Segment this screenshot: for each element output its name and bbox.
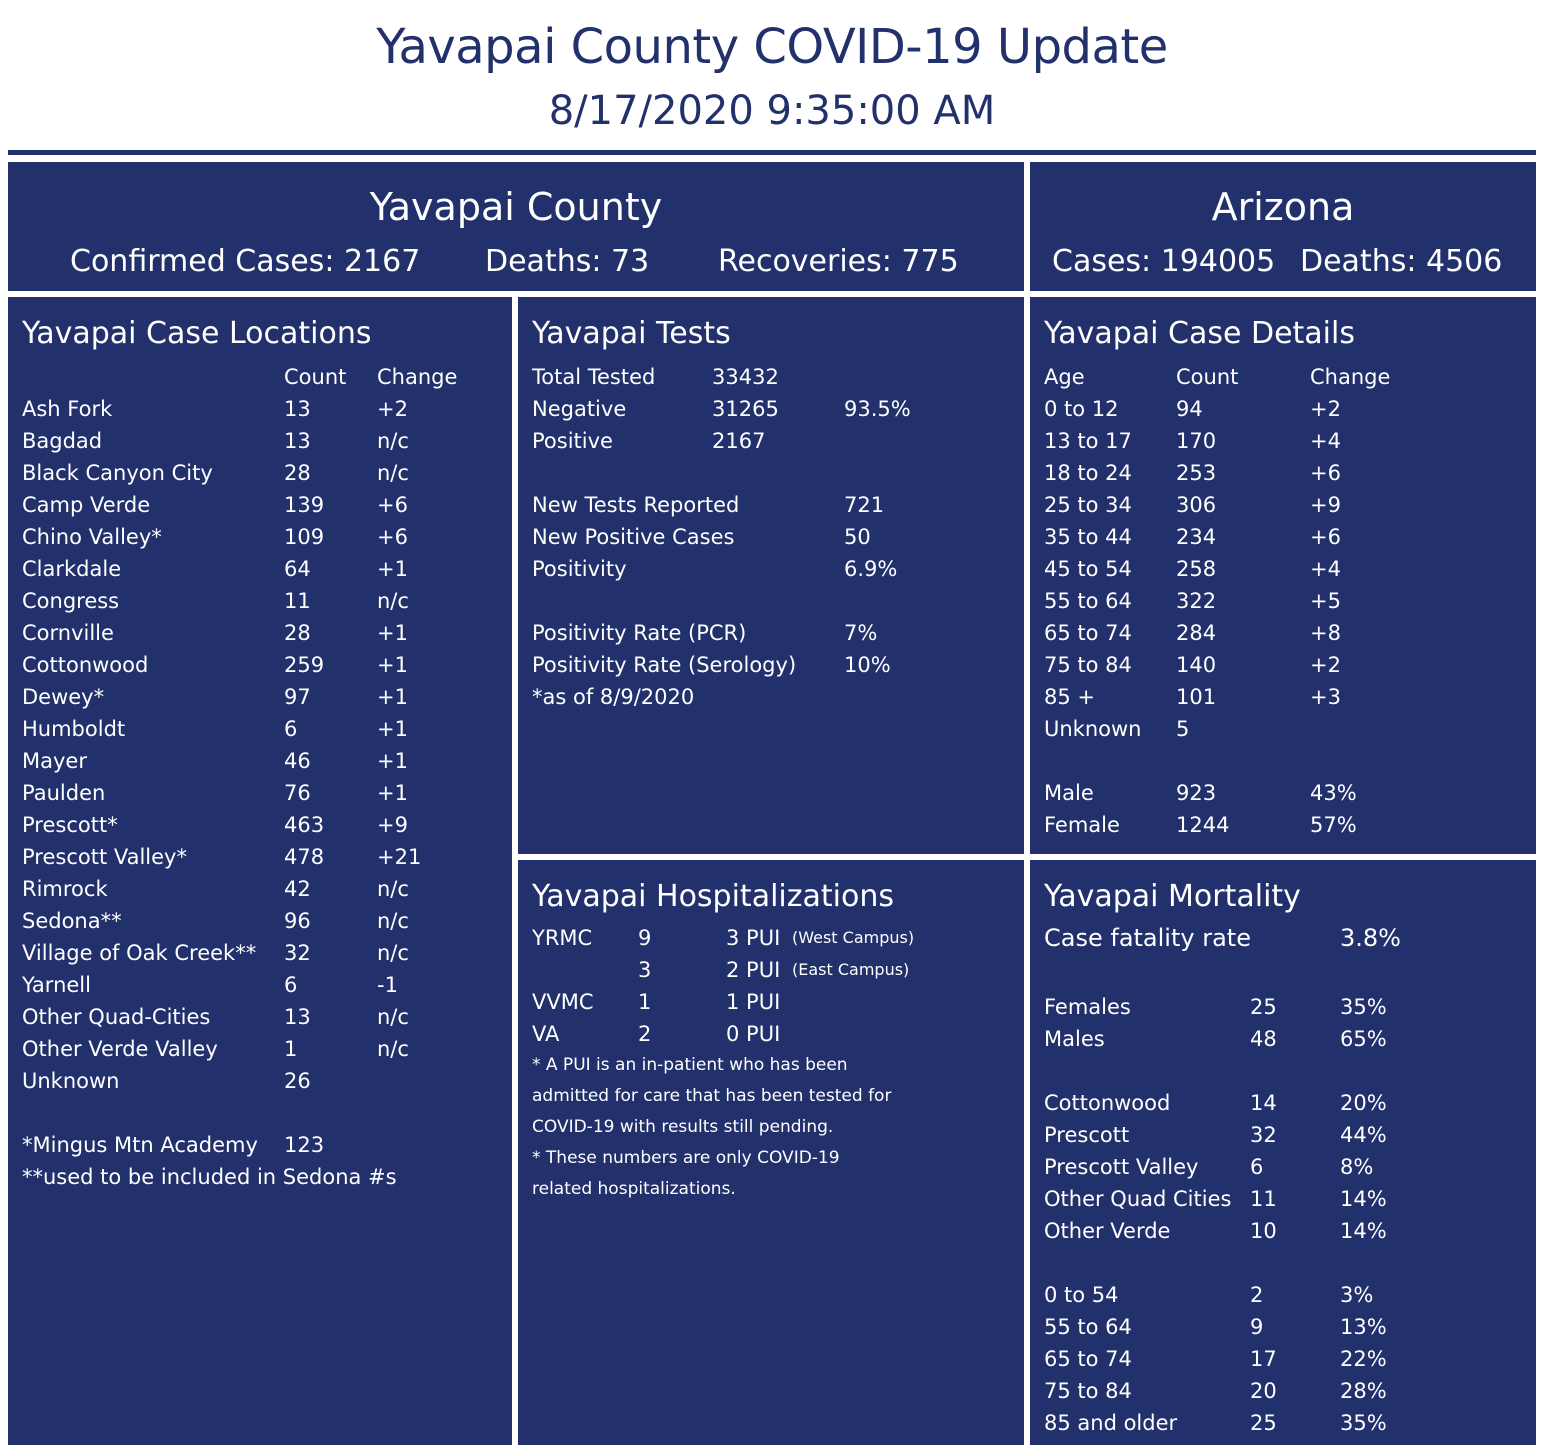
mortality-city-count: 14 <box>1250 1091 1277 1115</box>
tests-note-row <box>518 681 1024 713</box>
table-row <box>8 905 512 937</box>
table-row <box>518 922 1024 954</box>
location-change: +6 <box>377 525 408 549</box>
header-divider <box>8 150 1536 155</box>
table-row <box>8 521 512 553</box>
mortality-age-percent: 3% <box>1340 1283 1374 1307</box>
test-value: 6.9% <box>844 557 898 581</box>
mortality-title: Yavapai Mortality <box>1044 879 1301 914</box>
location-count: 28 <box>284 461 311 485</box>
table-row <box>8 1065 512 1097</box>
mortality-gender-label: Females <box>1044 995 1131 1019</box>
table-row <box>8 745 512 777</box>
arizona-cases: Cases: 194005 <box>1052 244 1276 279</box>
mortality-city-percent: 14% <box>1340 1219 1387 1243</box>
county-deaths: Deaths: 73 <box>485 244 650 279</box>
mortality-city-count: 11 <box>1250 1187 1277 1211</box>
case-details-title: Yavapai Case Details <box>1044 316 1355 351</box>
column-header: Change <box>377 365 458 389</box>
location-count: 6 <box>284 717 298 741</box>
hospitalizations-title: Yavapai Hospitalizations <box>532 879 894 914</box>
location-count: 42 <box>284 877 311 901</box>
location-count: 28 <box>284 621 311 645</box>
table-row <box>8 681 512 713</box>
age-group: 0 to 12 <box>1044 397 1119 421</box>
location-name: Mayer <box>22 749 87 773</box>
location-count: 46 <box>284 749 311 773</box>
hospitalizations-panel <box>518 860 1024 1445</box>
table-row <box>518 521 1024 553</box>
location-change: +1 <box>377 557 408 581</box>
mortality-city-percent: 20% <box>1340 1091 1387 1115</box>
age-count: 101 <box>1176 685 1217 709</box>
table-row <box>1030 1407 1536 1439</box>
mortality-age-label: 75 to 84 <box>1044 1379 1132 1403</box>
mortality-gender-count: 48 <box>1250 1027 1277 1051</box>
mortality-age-label: 55 to 64 <box>1044 1315 1132 1339</box>
test-label: Positive <box>532 429 613 453</box>
location-name: Ash Fork <box>22 397 113 421</box>
table-row <box>518 954 1024 986</box>
tests-note: *as of 8/9/2020 <box>532 685 695 709</box>
table-row <box>1030 521 1536 553</box>
mortality-panel <box>1030 860 1536 1445</box>
case-locations-title: Yavapai Case Locations <box>22 316 372 351</box>
location-count: 76 <box>284 781 311 805</box>
table-row <box>1030 1151 1536 1183</box>
age-group: Unknown <box>1044 717 1142 741</box>
age-group: 45 to 54 <box>1044 557 1132 581</box>
table-row <box>8 841 512 873</box>
age-change: +5 <box>1310 589 1341 613</box>
location-name: Prescott Valley* <box>22 845 187 869</box>
table-row <box>1030 1119 1536 1151</box>
table-row <box>518 553 1024 585</box>
tests-title: Yavapai Tests <box>532 316 731 351</box>
case-fatality-row <box>1030 922 1536 954</box>
location-change: +21 <box>377 845 422 869</box>
mortality-age-label: 85 and older <box>1044 1411 1178 1435</box>
table-row <box>8 425 512 457</box>
age-count: 234 <box>1176 525 1217 549</box>
mortality-age-count: 9 <box>1250 1315 1264 1339</box>
table-row <box>8 873 512 905</box>
age-count: 284 <box>1176 621 1217 645</box>
table-row <box>518 986 1024 1018</box>
age-count: 5 <box>1176 717 1190 741</box>
gender-count: 1244 <box>1176 813 1230 837</box>
age-count: 306 <box>1176 493 1217 517</box>
mortality-age-count: 20 <box>1250 1379 1277 1403</box>
age-group: 85 + <box>1044 685 1095 709</box>
hospital-count: 2 <box>638 1022 652 1046</box>
column-header: Count <box>1176 365 1239 389</box>
test-value: 33432 <box>712 365 779 389</box>
location-change: n/c <box>377 877 409 901</box>
mortality-age-count: 17 <box>1250 1347 1277 1371</box>
location-name: Camp Verde <box>22 493 151 517</box>
hospital-campus: (West Campus) <box>792 928 915 947</box>
age-group: 55 to 64 <box>1044 589 1132 613</box>
mortality-age-count: 25 <box>1250 1411 1277 1435</box>
gender-label: Female <box>1044 813 1120 837</box>
mortality-city-label: Prescott <box>1044 1123 1130 1147</box>
table-row <box>8 553 512 585</box>
mortality-city-percent: 44% <box>1340 1123 1387 1147</box>
test-value: 50 <box>844 525 871 549</box>
age-change: +8 <box>1310 621 1341 645</box>
location-count: 478 <box>284 845 325 869</box>
county-confirmed-cases: Confirmed Cases: 2167 <box>70 244 421 279</box>
test-label: New Positive Cases <box>532 525 735 549</box>
location-name: Unknown <box>22 1069 120 1093</box>
test-value: 7% <box>844 621 878 645</box>
location-change: +1 <box>377 685 408 709</box>
location-count: 13 <box>284 1005 311 1029</box>
table-row <box>1030 553 1536 585</box>
hospital-campus: (East Campus) <box>792 960 910 979</box>
table-row <box>1030 1087 1536 1119</box>
location-change: n/c <box>377 429 409 453</box>
location-name: Chino Valley* <box>22 525 162 549</box>
gender-percent: 57% <box>1310 813 1357 837</box>
location-name: Cornville <box>22 621 114 645</box>
location-count: 13 <box>284 397 311 421</box>
mortality-city-label: Other Quad Cities <box>1044 1187 1232 1211</box>
age-group: 65 to 74 <box>1044 621 1132 645</box>
age-change: +3 <box>1310 685 1341 709</box>
sedona-note-row <box>8 1161 512 1193</box>
test-value: 31265 <box>712 397 779 421</box>
table-row <box>1030 617 1536 649</box>
location-change: +1 <box>377 781 408 805</box>
mortality-age-percent: 13% <box>1340 1315 1387 1339</box>
location-change: +1 <box>377 717 408 741</box>
county-recoveries: Recoveries: 775 <box>718 244 959 279</box>
table-row <box>1030 425 1536 457</box>
location-count: 64 <box>284 557 311 581</box>
location-name: Paulden <box>22 781 106 805</box>
case-details-panel <box>1030 297 1536 854</box>
mortality-age-label: 0 to 54 <box>1044 1283 1119 1307</box>
mortality-gender-label: Males <box>1044 1027 1105 1051</box>
location-change: +1 <box>377 749 408 773</box>
table-row <box>1030 585 1536 617</box>
table-row <box>518 617 1024 649</box>
location-name: Dewey* <box>22 685 105 709</box>
table-row <box>8 489 512 521</box>
table-row <box>1030 809 1536 841</box>
location-count: 11 <box>284 589 311 613</box>
hospitalizations-note-line: COVID-19 with results still pending. <box>532 1117 834 1137</box>
hospital-pui: 1 PUI <box>726 990 781 1014</box>
table-row <box>1030 1311 1536 1343</box>
location-name: Other Verde Valley <box>22 1037 218 1061</box>
age-group: 18 to 24 <box>1044 461 1132 485</box>
age-group: 35 to 44 <box>1044 525 1132 549</box>
location-count: 1 <box>284 1037 298 1061</box>
page-title: Yavapai County COVID-19 Update <box>376 19 1168 75</box>
age-count: 253 <box>1176 461 1217 485</box>
location-change: n/c <box>377 1005 409 1029</box>
hospital-name: YRMC <box>532 926 593 950</box>
location-change: +6 <box>377 493 408 517</box>
column-header: Change <box>1310 365 1391 389</box>
location-change: -1 <box>377 973 398 997</box>
test-value: 721 <box>844 493 885 517</box>
age-change: +2 <box>1310 397 1341 421</box>
age-count: 258 <box>1176 557 1217 581</box>
test-label: Negative <box>532 397 627 421</box>
mortality-gender-percent: 35% <box>1340 995 1387 1019</box>
hospital-pui: 2 PUI <box>726 958 781 982</box>
location-count: 32 <box>284 941 311 965</box>
case-locations-panel <box>8 297 512 1445</box>
location-name: Yarnell <box>22 973 91 997</box>
age-change: +9 <box>1310 493 1341 517</box>
arizona-summary-title: Arizona <box>1211 185 1355 229</box>
table-row <box>518 425 1024 457</box>
age-change: +6 <box>1310 525 1341 549</box>
hospital-count: 1 <box>638 990 652 1014</box>
test-label: New Tests Reported <box>532 493 740 517</box>
location-change: +1 <box>377 653 408 677</box>
county-summary-panel <box>8 162 1024 291</box>
age-count: 322 <box>1176 589 1217 613</box>
age-group: 75 to 84 <box>1044 653 1132 677</box>
sedona-note: **used to be included in Sedona #s <box>22 1165 397 1189</box>
mortality-gender-percent: 65% <box>1340 1027 1387 1051</box>
test-label: Positivity Rate (Serology) <box>532 653 797 677</box>
age-change: +4 <box>1310 557 1341 581</box>
location-change: n/c <box>377 589 409 613</box>
age-count: 94 <box>1176 397 1203 421</box>
hospital-pui: 3 PUI <box>726 926 781 950</box>
location-change: n/c <box>377 941 409 965</box>
test-percent: 93.5% <box>844 397 911 421</box>
location-change: n/c <box>377 1037 409 1061</box>
case-locations-header-row <box>8 361 512 393</box>
location-count: 13 <box>284 429 311 453</box>
table-row <box>1030 1279 1536 1311</box>
column-header: Count <box>284 365 347 389</box>
table-row <box>8 1033 512 1065</box>
arizona-deaths: Deaths: 4506 <box>1300 244 1503 279</box>
mortality-age-percent: 35% <box>1340 1411 1387 1435</box>
mortality-city-count: 6 <box>1250 1155 1264 1179</box>
table-row <box>8 585 512 617</box>
table-row <box>518 361 1024 393</box>
age-count: 170 <box>1176 429 1217 453</box>
table-row <box>1030 489 1536 521</box>
table-row <box>8 457 512 489</box>
location-name: Humboldt <box>22 717 126 741</box>
hospitalizations-note-line: * These numbers are only COVID-19 <box>532 1148 840 1168</box>
mortality-city-percent: 8% <box>1340 1155 1374 1179</box>
location-name: Prescott* <box>22 813 118 837</box>
table-row <box>1030 1183 1536 1215</box>
table-row <box>1030 713 1536 745</box>
mingus-note-value: 123 <box>284 1133 325 1157</box>
table-row <box>8 649 512 681</box>
table-row <box>1030 681 1536 713</box>
location-change: +9 <box>377 813 408 837</box>
hospitalizations-note-line: admitted for care that has been tested for <box>532 1086 892 1106</box>
test-label: Total Tested <box>532 365 656 389</box>
table-row <box>8 1001 512 1033</box>
mortality-age-count: 2 <box>1250 1283 1264 1307</box>
location-count: 463 <box>284 813 325 837</box>
arizona-summary-panel <box>1030 162 1536 291</box>
table-row <box>1030 457 1536 489</box>
mortality-age-label: 65 to 74 <box>1044 1347 1132 1371</box>
location-name: Other Quad-Cities <box>22 1005 211 1029</box>
gender-count: 923 <box>1176 781 1217 805</box>
mortality-city-percent: 14% <box>1340 1187 1387 1211</box>
test-label: Positivity <box>532 557 627 581</box>
test-value: 2167 <box>712 429 766 453</box>
location-name: Village of Oak Creek** <box>22 941 257 965</box>
location-count: 6 <box>284 973 298 997</box>
location-name: Cottonwood <box>22 653 149 677</box>
mortality-city-label: Prescott Valley <box>1044 1155 1199 1179</box>
location-name: Clarkdale <box>22 557 122 581</box>
table-row <box>8 777 512 809</box>
location-name: Congress <box>22 589 120 613</box>
location-count: 96 <box>284 909 311 933</box>
hospital-count: 9 <box>638 926 652 950</box>
location-change: +2 <box>377 397 408 421</box>
age-change: +6 <box>1310 461 1341 485</box>
hospital-name: VVMC <box>532 990 594 1014</box>
mortality-city-label: Other Verde <box>1044 1219 1171 1243</box>
table-row <box>518 649 1024 681</box>
table-row <box>1030 393 1536 425</box>
table-row <box>1030 1343 1536 1375</box>
test-label: Positivity Rate (PCR) <box>532 621 747 645</box>
gender-percent: 43% <box>1310 781 1357 805</box>
mingus-note-row <box>8 1129 512 1161</box>
location-name: Sedona** <box>22 909 122 933</box>
tests-panel <box>518 297 1024 854</box>
location-name: Black Canyon City <box>22 461 213 485</box>
table-row <box>8 617 512 649</box>
gender-label: Male <box>1044 781 1094 805</box>
age-count: 140 <box>1176 653 1217 677</box>
hospitalizations-note-line: * A PUI is an in-patient who has been <box>532 1055 848 1075</box>
mortality-age-percent: 22% <box>1340 1347 1387 1371</box>
table-row <box>518 1018 1024 1050</box>
location-change: n/c <box>377 461 409 485</box>
mortality-city-count: 10 <box>1250 1219 1277 1243</box>
location-count: 97 <box>284 685 311 709</box>
hospital-count: 3 <box>638 958 652 982</box>
age-change: +2 <box>1310 653 1341 677</box>
case-details-header-row <box>1030 361 1536 393</box>
mortality-city-label: Cottonwood <box>1044 1091 1171 1115</box>
table-row <box>518 489 1024 521</box>
case-fatality-label: Case fatality rate <box>1044 924 1251 952</box>
mingus-note-label: *Mingus Mtn Academy <box>22 1133 258 1157</box>
location-change: +1 <box>377 621 408 645</box>
test-value: 10% <box>844 653 891 677</box>
location-count: 26 <box>284 1069 311 1093</box>
table-row <box>518 393 1024 425</box>
table-row <box>1030 991 1536 1023</box>
case-fatality-value: 3.8% <box>1340 924 1401 952</box>
table-row <box>1030 777 1536 809</box>
location-change: n/c <box>377 909 409 933</box>
location-count: 109 <box>284 525 325 549</box>
location-name: Rimrock <box>22 877 108 901</box>
age-group: 25 to 34 <box>1044 493 1132 517</box>
hospital-pui: 0 PUI <box>726 1022 781 1046</box>
hospitalizations-note-line: related hospitalizations. <box>532 1179 736 1199</box>
age-change: +4 <box>1310 429 1341 453</box>
table-row <box>8 393 512 425</box>
table-row <box>8 937 512 969</box>
location-count: 139 <box>284 493 325 517</box>
table-row <box>8 969 512 1001</box>
column-header: Age <box>1044 365 1085 389</box>
mortality-city-count: 32 <box>1250 1123 1277 1147</box>
table-row <box>1030 649 1536 681</box>
age-group: 13 to 17 <box>1044 429 1132 453</box>
table-row <box>1030 1215 1536 1247</box>
table-row <box>1030 1023 1536 1055</box>
mortality-gender-count: 25 <box>1250 995 1277 1019</box>
location-count: 259 <box>284 653 325 677</box>
county-summary-title: Yavapai County <box>369 185 663 229</box>
location-name: Bagdad <box>22 429 103 453</box>
update-date: 8/17/2020 9:35:00 AM <box>548 88 996 134</box>
table-row <box>8 809 512 841</box>
table-row <box>8 713 512 745</box>
hospital-name: VA <box>532 1022 560 1046</box>
mortality-age-percent: 28% <box>1340 1379 1387 1403</box>
table-row <box>1030 1375 1536 1407</box>
